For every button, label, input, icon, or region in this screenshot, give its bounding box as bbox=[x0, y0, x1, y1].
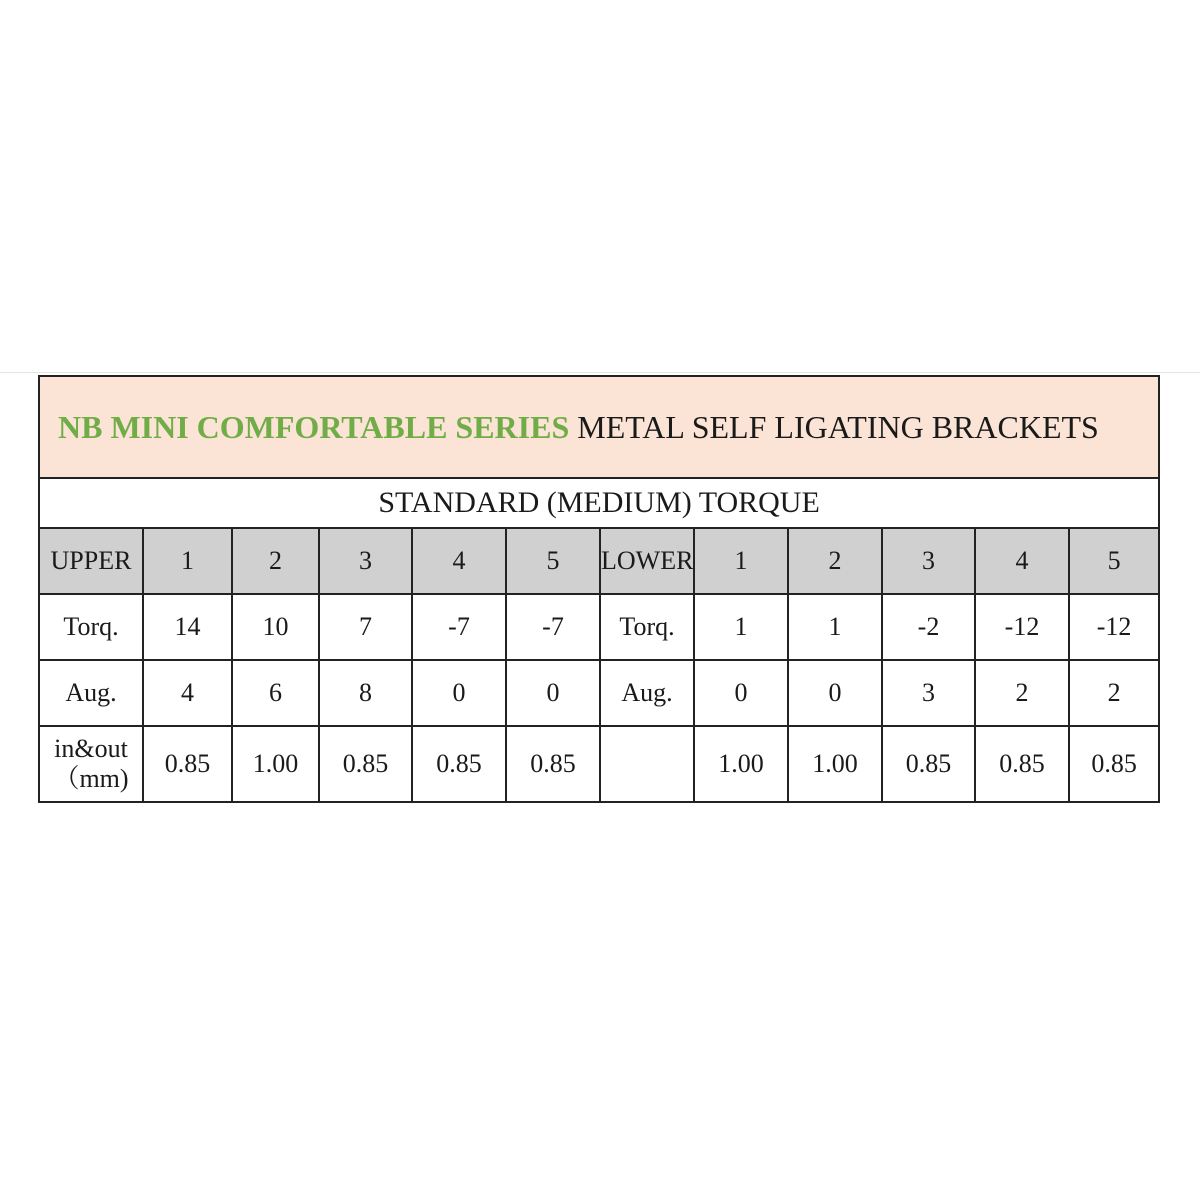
upper-aug-label: Aug. bbox=[39, 660, 143, 726]
lower-inout-label-empty bbox=[600, 726, 694, 802]
lower-label: LOWER bbox=[600, 528, 694, 594]
upper-tooth-3: 3 bbox=[319, 528, 412, 594]
upper-tooth-2: 2 bbox=[232, 528, 319, 594]
upper-tooth-4: 4 bbox=[412, 528, 506, 594]
lower-tooth-5: 5 bbox=[1069, 528, 1159, 594]
upper-tooth-5: 5 bbox=[506, 528, 600, 594]
lower-aug-3: 3 bbox=[882, 660, 975, 726]
header-row bbox=[39, 528, 1159, 594]
table-title bbox=[39, 376, 1159, 478]
lower-aug-2: 0 bbox=[788, 660, 882, 726]
lower-aug-label: Aug. bbox=[600, 660, 694, 726]
subtitle-row bbox=[39, 478, 1159, 528]
inout-label-line2: （mm) bbox=[53, 764, 129, 793]
lower-inout-1: 1.00 bbox=[694, 726, 788, 802]
angulation-row bbox=[39, 660, 1159, 726]
lower-aug-4: 2 bbox=[975, 660, 1069, 726]
upper-torq-3: 7 bbox=[319, 594, 412, 660]
torque-row bbox=[39, 594, 1159, 660]
upper-aug-2: 6 bbox=[232, 660, 319, 726]
upper-inout-5: 0.85 bbox=[506, 726, 600, 802]
lower-inout-5: 0.85 bbox=[1069, 726, 1159, 802]
product-type: METAL SELF LIGATING BRACKETS bbox=[569, 408, 1099, 445]
upper-torq-5: -7 bbox=[506, 594, 600, 660]
upper-torq-1: 14 bbox=[143, 594, 232, 660]
lower-inout-3: 0.85 bbox=[882, 726, 975, 802]
lower-aug-5: 2 bbox=[1069, 660, 1159, 726]
upper-torq-4: -7 bbox=[412, 594, 506, 660]
lower-torq-4: -12 bbox=[975, 594, 1069, 660]
upper-torq-2: 10 bbox=[232, 594, 319, 660]
upper-torq-label: Torq. bbox=[39, 594, 143, 660]
page-divider bbox=[0, 372, 1200, 373]
table-subtitle: STANDARD (MEDIUM) TORQUE bbox=[39, 478, 1159, 528]
upper-inout-2: 1.00 bbox=[232, 726, 319, 802]
lower-torq-3: -2 bbox=[882, 594, 975, 660]
upper-inout-1: 0.85 bbox=[143, 726, 232, 802]
upper-inout-3: 0.85 bbox=[319, 726, 412, 802]
upper-aug-5: 0 bbox=[506, 660, 600, 726]
upper-label: UPPER bbox=[39, 528, 143, 594]
upper-aug-3: 8 bbox=[319, 660, 412, 726]
in-out-row bbox=[39, 726, 1159, 802]
lower-inout-2: 1.00 bbox=[788, 726, 882, 802]
upper-tooth-1: 1 bbox=[143, 528, 232, 594]
upper-aug-4: 0 bbox=[412, 660, 506, 726]
lower-torq-5: -12 bbox=[1069, 594, 1159, 660]
lower-torq-2: 1 bbox=[788, 594, 882, 660]
title-row bbox=[39, 376, 1159, 478]
inout-label bbox=[39, 726, 143, 802]
lower-aug-1: 0 bbox=[694, 660, 788, 726]
lower-torq-label: Torq. bbox=[600, 594, 694, 660]
brand-series-name: NB MINI COMFORTABLE SERIES bbox=[58, 408, 570, 445]
lower-inout-4: 0.85 bbox=[975, 726, 1069, 802]
upper-aug-1: 4 bbox=[143, 660, 232, 726]
upper-inout-4: 0.85 bbox=[412, 726, 506, 802]
lower-tooth-1: 1 bbox=[694, 528, 788, 594]
inout-label-line1: in&out bbox=[54, 734, 128, 764]
lower-tooth-3: 3 bbox=[882, 528, 975, 594]
lower-tooth-2: 2 bbox=[788, 528, 882, 594]
bracket-spec-table bbox=[38, 375, 1160, 803]
lower-torq-1: 1 bbox=[694, 594, 788, 660]
lower-tooth-4: 4 bbox=[975, 528, 1069, 594]
